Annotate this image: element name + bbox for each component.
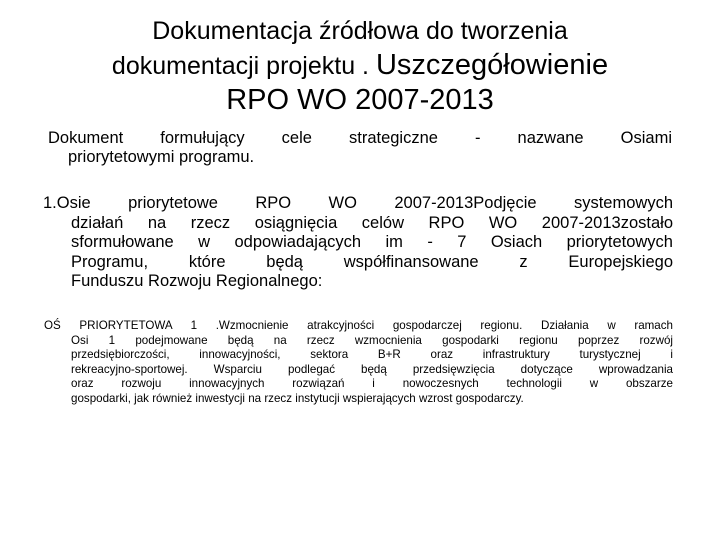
axis-line: OŚ PRIORYTETOWA 1 .Wzmocnienie atrakcyjności gospodarczej regionu. Działania w ramach xyxy=(44,319,673,332)
intro-line-1: Dokument formułujący cele strategiczne - nazwane Osiami xyxy=(48,129,672,147)
point-line: Programu, które będą współfinansowane z Europejskiego xyxy=(71,252,673,271)
priority-axes-paragraph xyxy=(43,194,673,292)
title-line-2 xyxy=(40,48,680,83)
title-line-2-big: Uszczegółowienie xyxy=(375,49,609,81)
axis-line: gospodarki, jak również inwestycji na rzecz instytucji wspierających wzrost gospodarczy. xyxy=(71,391,524,405)
intro-line-2: priorytetowymi programu. xyxy=(68,148,255,166)
slide-title xyxy=(40,14,680,117)
intro-paragraph xyxy=(48,129,672,167)
point-line: sformułowane w odpowiadających im - 7 Osiach priorytetowych xyxy=(71,233,673,251)
point-line: działań na rzecz osiągnięcia celów RPO WO 2007-2013zostało xyxy=(71,213,673,232)
point-line: 1.Osie priorytetowe RPO WO 2007-2013Podjęcie systemowych xyxy=(43,194,673,212)
axis-1-description xyxy=(44,319,673,407)
axis-line: rekreacyjno-sportowej. Wsparciu podlegać będą przedsięwzięcia dotyczące wprowadzania xyxy=(71,362,673,376)
title-line-2-small: dokumentacji projektu . xyxy=(111,52,376,80)
axis-line: Osi 1 podejmowane będą na rzecz wzmocnienia gospodarki regionu poprzez rozwój xyxy=(71,333,673,347)
title-line-1: Dokumentacja źródłowa do tworzenia xyxy=(152,17,568,45)
axis-line: przedsiębiorczości, innowacyjności, sektora B+R oraz infrastruktury turystycznej i xyxy=(71,348,673,362)
title-line-3: RPO WO 2007-2013 xyxy=(226,84,494,116)
axis-line: oraz rozwoju innowacyjnych rozwiązań i nowoczesnych technologii w obszarze xyxy=(71,377,673,391)
point-line: Funduszu Rozwoju Regionalnego: xyxy=(71,272,323,290)
